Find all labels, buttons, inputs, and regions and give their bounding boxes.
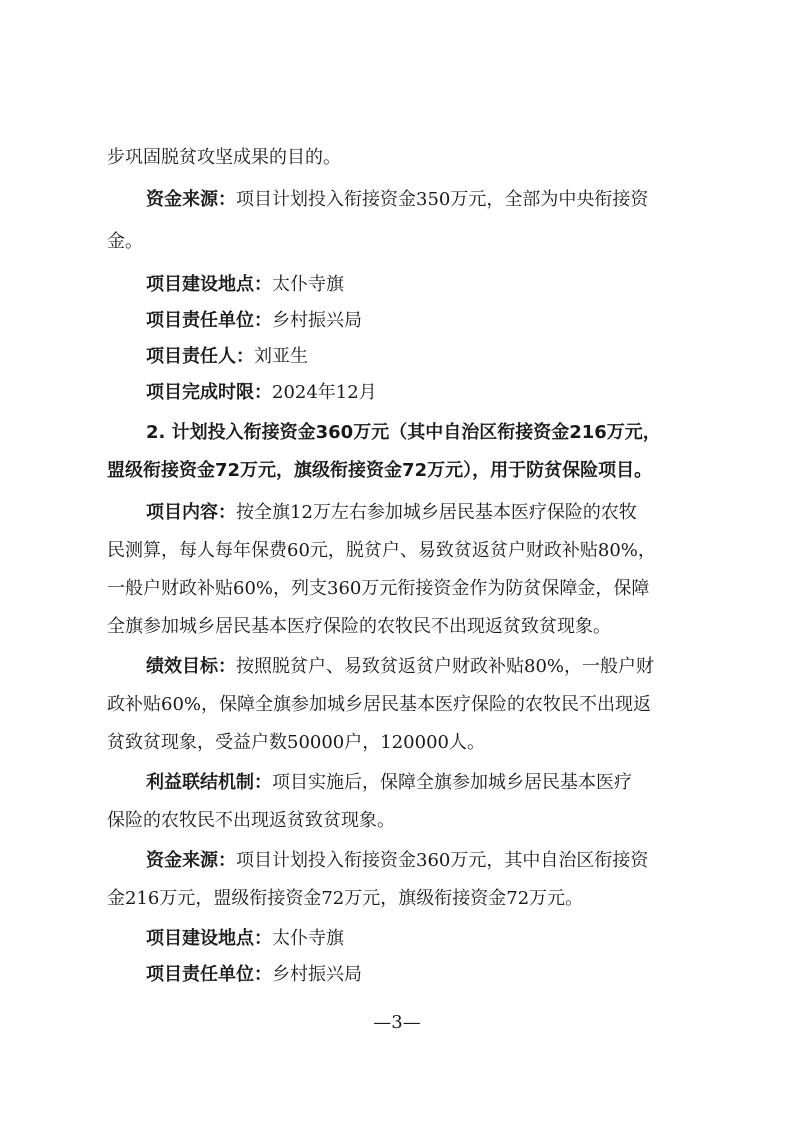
field-label: 项目建设地点： — [146, 928, 272, 949]
paragraph-line: 项目建设地点：太仆寺旗 — [146, 928, 344, 949]
section-heading: 2. 计划投入衔接资金360万元（其中自治区衔接资金216万元， — [146, 422, 661, 443]
paragraph-line: 资金来源：项目计划投入衔接资金350万元，全部为中央衔接资 — [146, 189, 649, 210]
paragraph-line: 步巩固脱贫攻坚成果的目的。 — [107, 147, 341, 168]
paragraph-line: 一般户财政补贴60%，列支360万元衔接资金作为防贫保障金，保障 — [107, 578, 650, 599]
paragraph-line: 项目内容：按全旗12万左右参加城乡居民基本医疗保险的农牧 — [146, 502, 637, 523]
paragraph-line: 利益联结机制：项目实施后，保障全旗参加城乡居民基本医疗 — [146, 772, 632, 793]
field-label: 项目内容： — [146, 502, 236, 523]
paragraph-line: 绩效目标：按照脱贫户、易致贫返贫户财政补贴80%，一般户财 — [146, 656, 655, 677]
field-label: 资金来源： — [146, 189, 236, 210]
field-label: 资金来源： — [146, 850, 236, 871]
paragraph-line: 资金来源：项目计划投入衔接资金360万元，其中自治区衔接资 — [146, 850, 649, 871]
field-label: 利益联结机制： — [146, 772, 272, 793]
paragraph-line: 金216万元，盟级衔接资金72万元，旗级衔接资金72万元。 — [107, 888, 584, 909]
field-label: 项目完成时限： — [146, 382, 272, 403]
paragraph-line: 民测算，每人每年保费60元，脱贫户、易致贫返贫户财政补贴80%， — [107, 540, 656, 561]
page-number: —3— — [373, 1012, 421, 1033]
paragraph-line: 金。 — [107, 231, 143, 252]
field-label: 项目责任单位： — [146, 310, 272, 331]
paragraph-line: 贫致贫现象，受益户数50000户，120000人。 — [107, 732, 485, 753]
paragraph-line: 项目完成时限：2024年12月 — [146, 382, 377, 403]
paragraph-line: 保险的农牧民不出现返贫致贫现象。 — [107, 810, 395, 831]
paragraph-line: 项目责任人：刘亚生 — [146, 346, 308, 367]
paragraph-line: 项目责任单位：乡村振兴局 — [146, 310, 362, 331]
field-label: 项目责任人： — [146, 346, 254, 367]
field-label: 项目建设地点： — [146, 274, 272, 295]
field-label: 项目责任单位： — [146, 964, 272, 985]
section-heading: 盟级衔接资金72万元，旗级衔接资金72万元），用于防贫保险项目。 — [107, 460, 653, 481]
paragraph-line: 项目责任单位：乡村振兴局 — [146, 964, 362, 985]
paragraph-line: 政补贴60%，保障全旗参加城乡居民基本医疗保险的农牧民不出现返 — [107, 694, 652, 715]
paragraph-line: 项目建设地点：太仆寺旗 — [146, 274, 344, 295]
field-label: 绩效目标： — [146, 656, 236, 677]
paragraph-line: 全旗参加城乡居民基本医疗保险的农牧民不出现返贫致贫现象。 — [107, 616, 611, 637]
